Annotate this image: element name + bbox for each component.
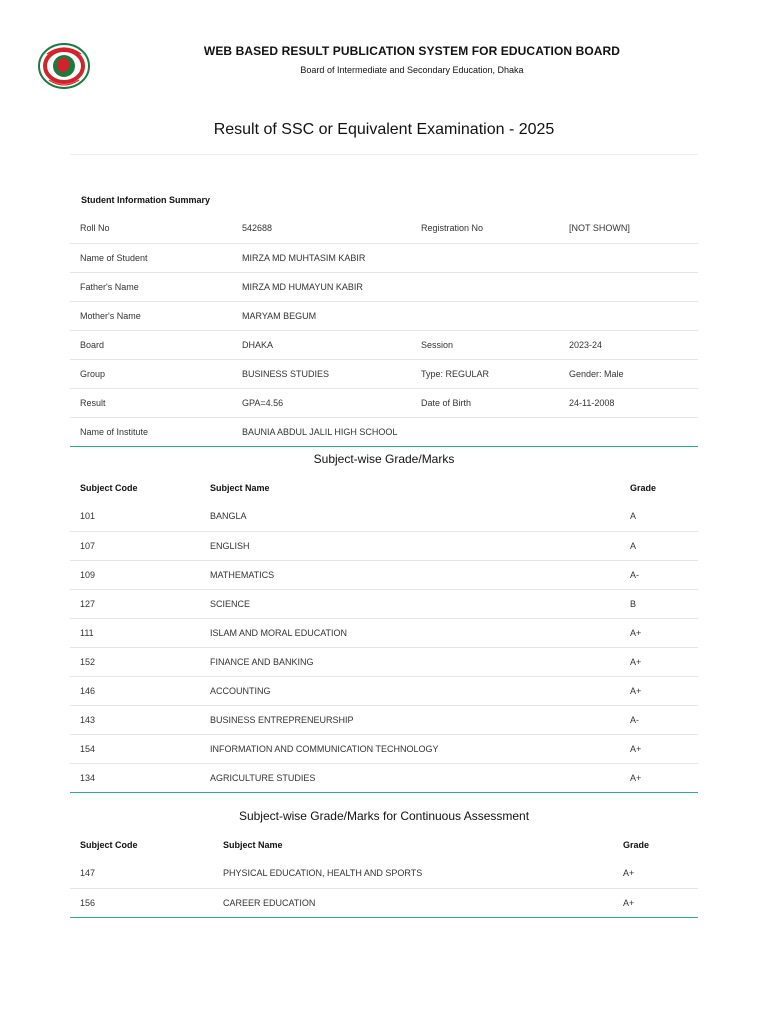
subject-name: MATHEMATICS <box>210 569 275 580</box>
mother-label: Mother's Name <box>80 310 141 321</box>
col-subject-name: Subject Name <box>223 839 283 850</box>
info-row-group <box>70 359 698 388</box>
col-subject-code: Subject Code <box>80 482 138 493</box>
col-grade: Grade <box>623 839 650 850</box>
subject-name: FINANCE AND BANKING <box>210 656 314 667</box>
subject-code: 134 <box>80 772 96 783</box>
group-label: Group <box>80 368 106 379</box>
table-row <box>70 618 698 647</box>
subject-grade: B <box>630 598 637 609</box>
subject-grade: A <box>630 511 637 522</box>
col-subject-name: Subject Name <box>210 482 270 493</box>
subject-code: 127 <box>80 598 96 609</box>
student-info-heading: Student Information Summary <box>81 195 211 205</box>
system-title: WEB BASED RESULT PUBLICATION SYSTEM FOR EDUCATION BOARD <box>203 44 621 58</box>
subject-name: BANGLA <box>210 511 247 522</box>
subject-code: 107 <box>80 540 96 551</box>
subject-code: 154 <box>80 743 96 754</box>
table-row <box>70 589 698 618</box>
board-label: Board <box>80 339 105 350</box>
group-value: BUSINESS STUDIES <box>242 368 330 379</box>
subject-name: INFORMATION AND COMMUNICATION TECHNOLOGY <box>210 743 439 754</box>
subject-code: 143 <box>80 714 96 725</box>
table-row <box>70 763 698 792</box>
dob-value: 24-11-2008 <box>569 397 615 408</box>
title-divider <box>70 154 698 155</box>
subject-name: AGRICULTURE STUDIES <box>210 772 316 783</box>
subject-grade: A <box>630 540 637 551</box>
subject-name: CAREER EDUCATION <box>223 897 316 908</box>
info-row-roll <box>70 214 698 243</box>
subject-code: 146 <box>80 685 96 696</box>
continuous-assessment-title: Subject-wise Grade/Marks for Continuous Assessment <box>238 809 530 823</box>
table-row <box>70 560 698 589</box>
subject-code: 109 <box>80 569 96 580</box>
table-row <box>70 705 698 734</box>
table-row <box>70 647 698 676</box>
table-row <box>70 531 698 560</box>
gender-value: Gender: Male <box>569 368 624 379</box>
institute-label: Name of Institute <box>80 426 149 437</box>
subject-grade: A+ <box>630 656 642 667</box>
board-name: Board of Intermediate and Secondary Education, Dhaka <box>300 65 524 75</box>
subject-grades-title: Subject-wise Grade/Marks <box>313 452 455 466</box>
dob-label: Date of Birth <box>421 397 472 408</box>
registration-label: Registration No <box>421 223 484 234</box>
subject-grades-table <box>70 473 698 793</box>
father-label: Father's Name <box>80 281 139 292</box>
info-row-result <box>70 388 698 417</box>
continuous-assessment-table <box>70 830 698 918</box>
name-value: MIRZA MD MUHTASIM KABIR <box>242 252 366 263</box>
info-row-mother <box>70 301 698 330</box>
info-row-father <box>70 272 698 301</box>
col-grade: Grade <box>630 482 657 493</box>
father-value: MIRZA MD HUMAYUN KABIR <box>242 281 363 292</box>
subject-name: PHYSICAL EDUCATION, HEALTH AND SPORTS <box>223 868 423 879</box>
subject-grade: A+ <box>630 743 642 754</box>
student-info-table <box>70 214 698 447</box>
table-row <box>70 888 698 917</box>
info-row-institute <box>70 417 698 446</box>
subject-name: ENGLISH <box>210 540 250 551</box>
subject-name: SCIENCE <box>210 598 251 609</box>
subject-grade: A+ <box>630 685 642 696</box>
table-row <box>70 734 698 763</box>
session-value: 2023-24 <box>569 339 603 350</box>
grades-header-row <box>70 473 698 502</box>
result-value: GPA=4.56 <box>242 397 284 408</box>
subject-code: 147 <box>80 868 96 879</box>
subject-name: BUSINESS ENTREPRENEURSHIP <box>210 714 354 725</box>
institute-value: BAUNIA ABDUL JALIL HIGH SCHOOL <box>242 426 398 437</box>
exam-title: Result of SSC or Equivalent Examination - 2025 <box>213 121 555 138</box>
ca-header-row <box>70 830 698 859</box>
subject-grade: A+ <box>630 627 642 638</box>
table-row <box>70 676 698 705</box>
subject-name: ACCOUNTING <box>210 685 271 696</box>
session-label: Session <box>421 339 454 350</box>
subject-name: ISLAM AND MORAL EDUCATION <box>210 627 348 638</box>
roll-value: 542688 <box>242 223 273 234</box>
subject-grade: A+ <box>623 868 635 879</box>
table-row <box>70 502 698 531</box>
page-header <box>0 0 768 100</box>
roll-label: Roll No <box>80 223 110 234</box>
subject-grade: A- <box>630 569 639 580</box>
table-row <box>70 859 698 888</box>
subject-code: 101 <box>80 511 96 522</box>
info-row-board <box>70 330 698 359</box>
subject-code: 156 <box>80 897 96 908</box>
registration-value: [NOT SHOWN] <box>569 223 630 234</box>
board-value: DHAKA <box>242 339 274 350</box>
subject-grade: A+ <box>623 897 635 908</box>
col-subject-code: Subject Code <box>80 839 138 850</box>
type-value: Type: REGULAR <box>421 368 490 379</box>
info-row-name <box>70 243 698 272</box>
result-label: Result <box>80 397 106 408</box>
subject-grade: A+ <box>630 772 642 783</box>
name-label: Name of Student <box>80 252 148 263</box>
subject-code: 111 <box>80 627 94 638</box>
mother-value: MARYAM BEGUM <box>242 310 317 321</box>
subject-grade: A- <box>630 714 639 725</box>
subject-code: 152 <box>80 656 96 667</box>
